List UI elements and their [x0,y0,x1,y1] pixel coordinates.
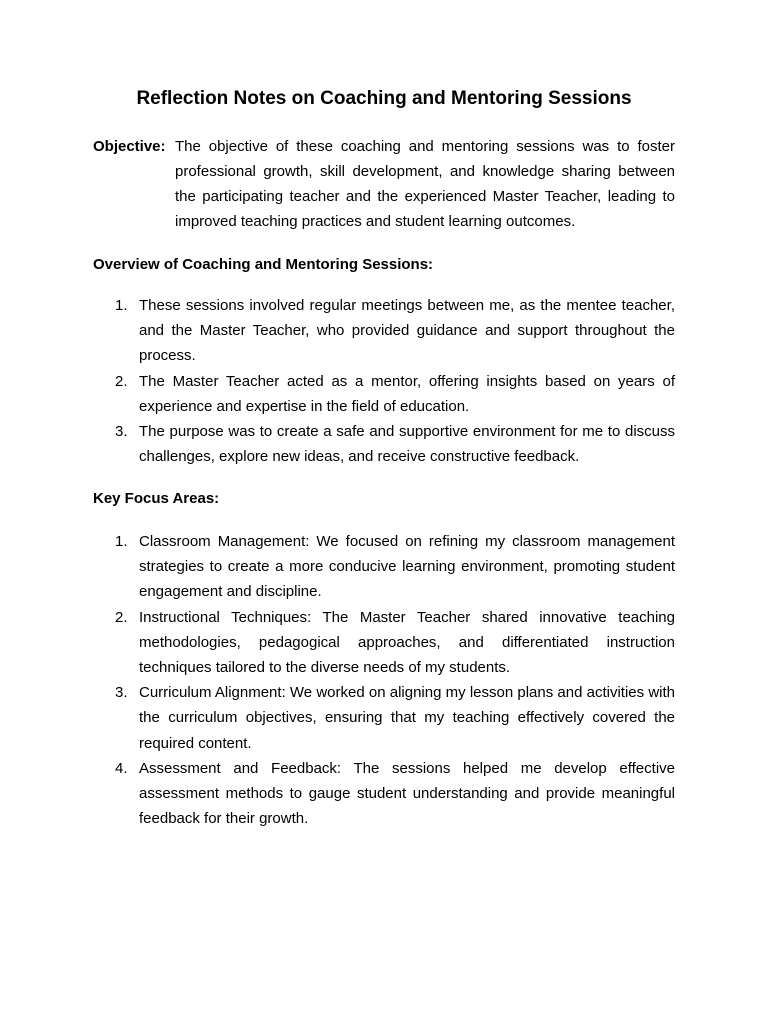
overview-heading: Overview of Coaching and Mentoring Sessions: [93,256,434,273]
list-item [93,293,675,369]
list-item [93,756,675,832]
list-item-number: 1. [115,533,128,550]
page-title: Reflection Notes on Coaching and Mentoring Sessions [136,88,632,109]
list-item-number: 2. [115,608,128,626]
list-item-number: 2. [115,372,128,390]
list-item-text: These sessions involved regular meetings between me, as the mentee teacher, and the Master Teacher, who provided guidance and support throughout the process. [139,297,675,365]
list-item [93,419,675,469]
list-item-text: Classroom Management: We focused on refining my classroom management strategies to create a more conducive learning environment, promoting student engagement and discipline. [139,533,675,601]
objective-label: Objective: [93,138,166,155]
list-item-number: 3. [115,423,128,441]
list-item-text: Assessment and Feedback: The sessions helped me develop effective assessment methods to gauge student understanding and provide meaningful feedback for their growth. [139,759,675,828]
list-item [93,680,675,756]
objective-text: The objective of these coaching and mentoring sessions was to foster professional growth, skill development, and knowledge sharing between the participating teacher and the experienced Master Teacher, leading to improved teaching practices and student learning outcomes. [175,138,675,230]
list-item-text: Instructional Techniques: The Master Teacher shared innovative teaching methodologies, pedagogical approaches, and differentiated instruction techniques tailored to the diverse needs of my students. [139,608,675,677]
list-item [93,605,675,681]
list-item [93,529,675,605]
list-item [93,369,675,419]
overview-list [93,293,675,469]
list-item-number: 3. [115,684,128,702]
focus-heading: Key Focus Areas: [93,490,220,507]
focus-list [93,529,675,831]
objective-paragraph [93,134,675,234]
list-item-number: 1. [115,297,128,314]
list-item-number: 4. [115,759,128,777]
list-item-text: Curriculum Alignment: We worked on aligning my lesson plans and activities with the curriculum objectives, ensuring that my teaching effectively covered the required content. [139,684,675,752]
list-item-text: The Master Teacher acted as a mentor, offering insights based on years of experience and expertise in the field of education. [139,372,675,415]
list-item-text: The purpose was to create a safe and supportive environment for me to discuss challenges, explore new ideas, and receive constructive feedback. [139,423,675,466]
